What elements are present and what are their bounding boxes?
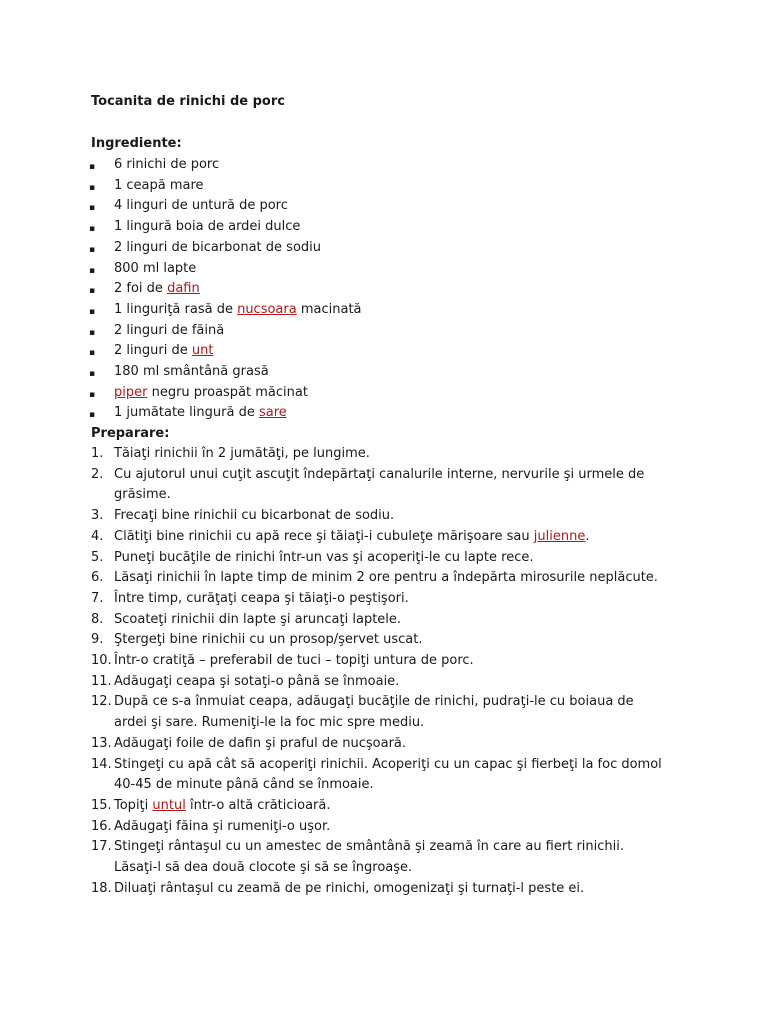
preparation-heading: Preparare: (91, 426, 170, 441)
text-segment: Lăsaţi-l să dea două clocote şi să se îngroaşe. (114, 860, 413, 875)
ingredient-text (114, 219, 300, 234)
bullet-icon: ▪ (89, 286, 96, 297)
text-segment: 1 linguriţă rasă de (114, 301, 238, 317)
bullet-icon: ▪ (89, 203, 96, 214)
step-text (114, 757, 662, 772)
bullet-icon: ▪ (89, 162, 96, 172)
bullet-icon: ▪ (89, 389, 96, 400)
bullet-icon: ▪ (89, 265, 96, 276)
text-segment: Tăiaţi rinichii în 2 jumătăţi, pe lungime. (114, 446, 370, 461)
text-segment: Într-o cratiţă – preferabil de tuci – topiţi untura de porc. (114, 653, 474, 668)
ingredient-text (114, 302, 362, 317)
bullet-icon: ▪ (89, 182, 96, 193)
step-number: 3. (91, 508, 104, 524)
inline-link[interactable]: unt (191, 343, 214, 359)
step-text (114, 860, 412, 875)
bullet-icon: ▪ (89, 224, 96, 235)
text-segment: Lăsaţi rinichii în lapte timp de minim 2 ore pentru a îndepărta mirosurile neplăcute. (114, 570, 658, 586)
ingredient-text (114, 343, 213, 358)
text-segment: Stingeţi rântaşul cu un amestec de smântână şi zeamă în care au fiert rinichii. (114, 839, 624, 855)
ingredient-text (114, 281, 200, 296)
ingredient-text (114, 240, 321, 255)
text-segment: Adăugaţi ceapa şi sotaţi-o până se înmoaie. (114, 673, 400, 689)
step-text (114, 819, 330, 834)
text-segment: . (585, 528, 590, 544)
bullet-icon: ▪ (89, 306, 96, 317)
step-text (114, 632, 422, 647)
text-segment: 1 jumătate lingură de (114, 405, 259, 421)
step-number: 4. (91, 528, 104, 544)
step-text (114, 715, 424, 730)
step-number: 14. (91, 756, 112, 772)
step-text (114, 467, 644, 482)
step-text (114, 612, 401, 627)
step-number: 10. (91, 653, 112, 668)
bullet-icon: ▪ (89, 369, 96, 379)
inline-link[interactable]: dafin (167, 281, 200, 297)
text-segment: Adăugaţi foile de dafin şi praful de nucşoară. (114, 735, 407, 751)
text-segment: 6 rinichi de porc (114, 157, 220, 172)
step-text (114, 839, 624, 854)
ingredient-text (114, 364, 269, 379)
step-number: 17. (91, 839, 112, 855)
text-segment: macinată (296, 301, 362, 317)
text-segment: 4 linguri de untură de porc (114, 198, 288, 214)
step-number: 9. (91, 632, 104, 648)
text-segment: După ce s-a înmuiat ceapa, adăugaţi bucăţile de rinichi, pudraţi-le cu boiaua de (114, 694, 634, 710)
inline-link[interactable]: julienne (533, 528, 586, 544)
inline-link[interactable]: untul (152, 797, 186, 813)
ingredient-text (114, 261, 196, 276)
inline-link[interactable]: sare (258, 405, 287, 421)
text-segment: 2 foi de (114, 281, 168, 297)
step-text (114, 653, 474, 668)
ingredient-text (114, 198, 288, 213)
text-segment: Cu ajutorul unui cuţit ascuţit îndepărtaţi canalurile interne, nervurile şi urmele de (114, 466, 645, 482)
text-segment: 1 ceapă mare (114, 177, 204, 193)
step-number: 15. (91, 797, 112, 813)
text-segment: Puneţi bucăţile de rinichi într-un vas şi acoperiţi-le cu lapte rece. (114, 549, 534, 565)
ingredient-text (114, 385, 308, 400)
bullet-icon: ▪ (89, 410, 96, 421)
ingredient-text (114, 405, 287, 420)
text-segment: negru proaspăt măcinat (147, 384, 308, 400)
ingredient-text (114, 157, 219, 172)
step-text (114, 570, 658, 585)
text-segment: ardei şi sare. Rumeniţi-le la foc mic spre mediu. (114, 715, 425, 731)
text-segment: Ştergeţi bine rinichii cu un prosop/şervet uscat. (114, 632, 423, 648)
text-segment: 1 lingură boia de ardei dulce (114, 219, 301, 235)
ingredient-text (114, 178, 204, 193)
step-text (114, 508, 394, 523)
text-segment: Clătiţi bine rinichii cu apă rece şi tăiaţi-i cubuleţe mărişoare sau (114, 528, 534, 544)
text-segment: 2 linguri de bicarbonat de sodiu (114, 239, 322, 255)
recipe-title: Tocanita de rinichi de porc (91, 94, 285, 109)
inline-link[interactable]: nucsoara (237, 301, 297, 317)
step-number: 1. (91, 446, 104, 461)
step-text (114, 674, 399, 689)
step-number: 16. (91, 818, 112, 834)
step-number: 7. (91, 590, 104, 606)
text-segment: 180 ml smântână grasă (114, 364, 269, 379)
bullet-icon: ▪ (89, 348, 96, 359)
text-segment: într-o altă crăticioară. (185, 797, 331, 813)
text-segment: 40-45 de minute până când se înmoaie. (114, 777, 374, 793)
bullet-icon: ▪ (89, 327, 96, 338)
step-text (114, 736, 406, 751)
text-segment: Stingeţi cu apă cât să acoperiţi rinichii. Acoperiţi cu un capac şi fierbeţi la foc domol (114, 756, 662, 772)
text-segment: Topiţi (114, 797, 153, 813)
step-text (114, 881, 584, 896)
step-number: 8. (91, 611, 104, 627)
text-segment: Frecaţi bine rinichii cu bicarbonat de sodiu. (114, 508, 395, 524)
text-segment: 800 ml lapte (114, 260, 197, 276)
step-number: 13. (91, 735, 112, 751)
step-text (114, 550, 533, 565)
step-text (114, 798, 331, 813)
ingredients-heading: Ingrediente: (91, 136, 182, 151)
bullet-icon: ▪ (89, 244, 96, 255)
step-number: 2. (91, 466, 104, 482)
step-text (114, 529, 589, 544)
text-segment: 2 linguri de (114, 343, 192, 359)
ingredient-text (114, 323, 224, 338)
step-number: 5. (91, 549, 104, 565)
step-text (114, 446, 370, 461)
text-segment: Diluaţi rântaşul cu zeamă de pe rinichi, omogenizaţi şi turnaţi-l peste ei. (114, 880, 585, 896)
text-segment: Scoateţi rinichii din lapte şi aruncaţi laptele. (114, 611, 402, 627)
step-number: 18. (91, 880, 112, 896)
step-number: 12. (91, 694, 112, 710)
inline-link[interactable]: piper (114, 384, 148, 400)
step-number: 11. (91, 673, 112, 689)
step-text (114, 777, 374, 792)
text-segment: Între timp, curăţaţi ceapa şi tăiaţi-o peştişori. (114, 590, 409, 606)
step-text (114, 591, 409, 606)
text-segment: Adăugaţi făina şi rumeniţi-o uşor. (114, 818, 331, 834)
text-segment: grăsime. (114, 487, 171, 503)
text-segment: 2 linguri de făină (114, 322, 225, 338)
step-text (114, 487, 171, 502)
step-number: 6. (91, 570, 104, 586)
step-text (114, 694, 634, 709)
